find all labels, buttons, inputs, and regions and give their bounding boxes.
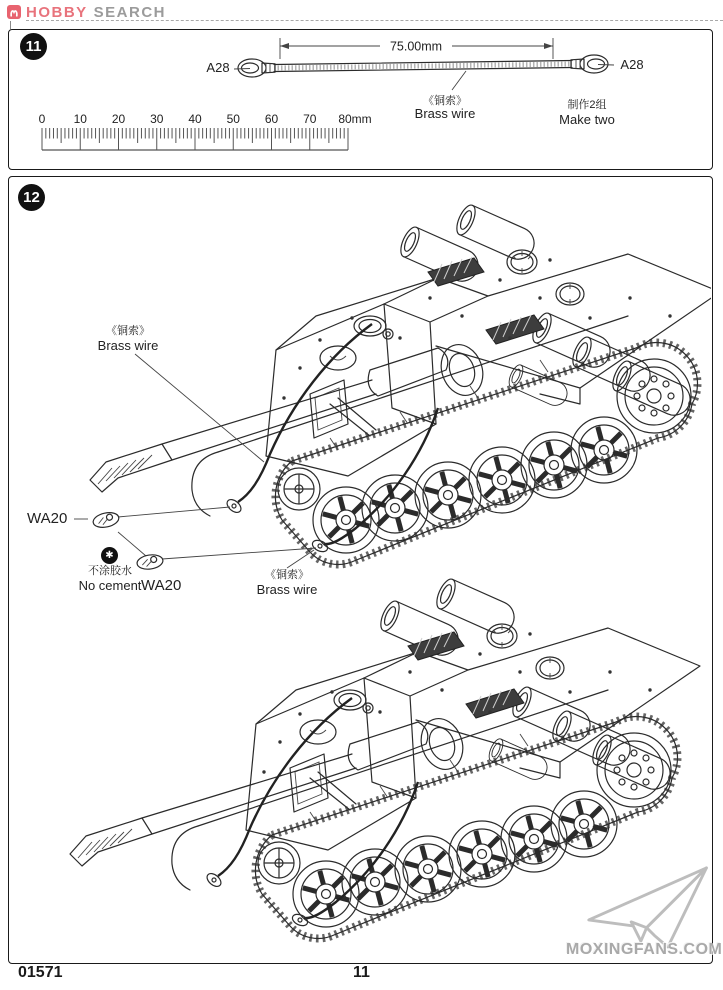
ruler-tick-label: 30: [150, 112, 164, 126]
header-tick-mark: [10, 21, 11, 29]
ruler-tick-label: 80mm: [338, 112, 372, 126]
brand-search: SEARCH: [93, 4, 167, 21]
header-dashed-rule: [26, 20, 723, 21]
wire-label-cn: 《铜索》: [423, 95, 467, 107]
brass-wire-callout-mid: [232, 569, 342, 596]
brass-wire-top-en: Brass wire: [97, 338, 159, 353]
brand-hobby: HOBBY: [26, 4, 88, 21]
kit-number: 01571: [18, 964, 63, 981]
step-11-number-badge: 11: [20, 33, 47, 60]
no-cement-icon: ✱: [101, 547, 118, 564]
paper-plane-logo: [583, 860, 718, 952]
watermark-text: MOXINGFANS.COM: [566, 941, 723, 958]
wa20-label-right: WA20: [141, 577, 182, 594]
cable-end-left: [238, 59, 275, 77]
wa20-part-sketch-left: [92, 510, 120, 529]
ruler-tick-label: 50: [226, 112, 240, 126]
no-cement-en: No cement: [78, 578, 142, 593]
ruler-tick-label: 20: [111, 112, 126, 126]
brand-wordmark: [26, 4, 166, 21]
dimension-value: 75.00mm: [389, 39, 443, 54]
make-two-en: Make two: [559, 112, 615, 127]
tank-illustration-1: [90, 203, 711, 565]
step-12-number-badge: 12: [18, 184, 45, 211]
dimension-75mm: [280, 38, 553, 59]
wire-drawing: [234, 55, 614, 90]
brass-wire-mid-cn: 《铜索》: [265, 569, 309, 581]
page-number: 11: [353, 964, 370, 981]
brass-wire-top-cn: 《铜索》: [106, 325, 150, 337]
part-label-a28-left: A28: [206, 60, 230, 75]
wire-label-en: Brass wire: [414, 106, 476, 121]
wa20-label-left: WA20: [27, 510, 68, 527]
ruler-tick-label: 10: [73, 112, 87, 126]
hobby-search-logo-icon: [7, 5, 21, 19]
ruler-tick-label: 0: [38, 112, 46, 126]
cable-end-right: [571, 55, 608, 73]
ruler: [39, 112, 372, 150]
ruler-tick-label: 40: [188, 112, 202, 126]
brass-wire-callout-top: [66, 325, 190, 352]
part-label-a28-right: A28: [620, 57, 644, 72]
ruler-tick-label: 60: [264, 112, 279, 126]
brass-wire-mid-en: Brass wire: [256, 582, 318, 597]
make-two-cn: 制作2组: [567, 99, 607, 111]
ruler-tick-label: 70: [303, 112, 317, 126]
step-11-diagram: [8, 29, 711, 168]
no-cement-cn: 不涂胶水: [88, 565, 132, 577]
